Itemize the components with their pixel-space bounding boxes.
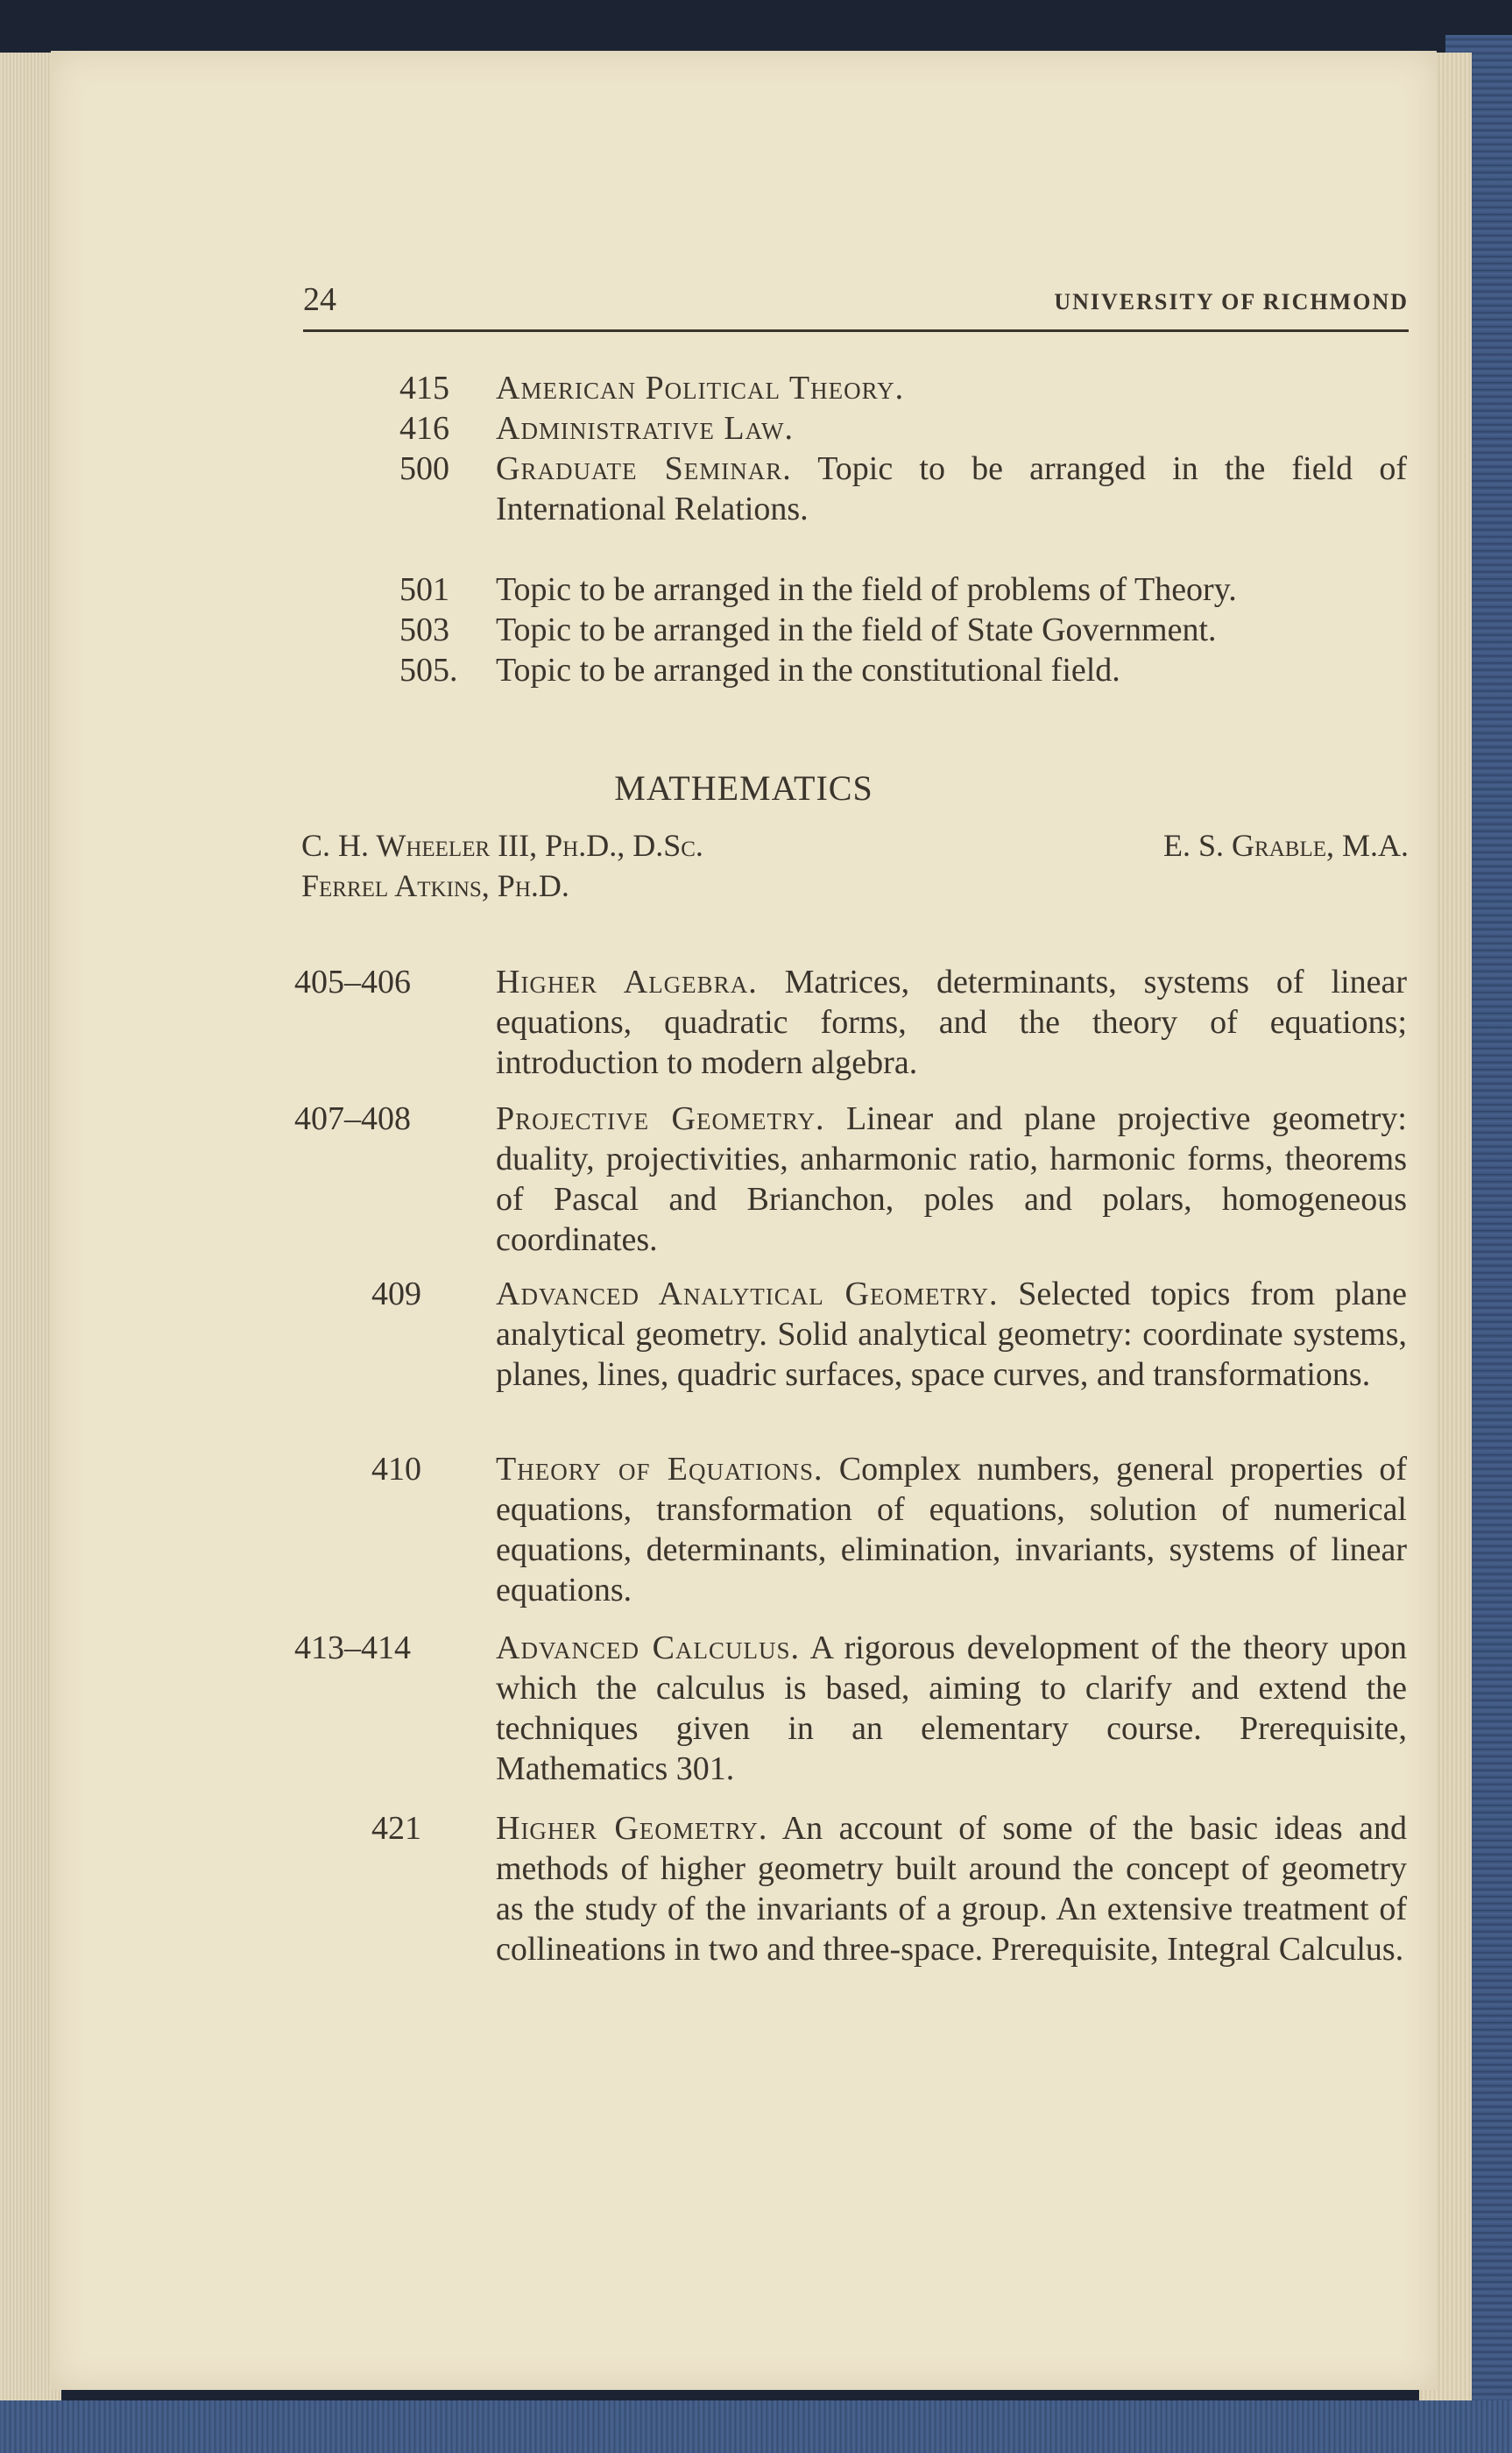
course-title: Projective Geometry.: [496, 1100, 825, 1137]
course-description: Topic to be arranged in the field of State Government.: [496, 611, 1217, 648]
course-number: 501: [399, 571, 449, 608]
faculty-member: C. H. Wheeler III, Ph.D., D.Sc.: [301, 828, 703, 863]
course-description: Topic to be arranged in the constitutional field.: [496, 652, 1120, 689]
course-title: Graduate Seminar.: [496, 450, 792, 487]
course-body: [496, 1628, 1407, 1789]
course-body: [496, 1808, 1407, 1969]
book-page: [51, 51, 1437, 2390]
course-title: Higher Algebra.: [496, 964, 758, 1000]
course-description: Complex numbers, general properties of equations, transformation of equations, solution of numerical equations, determinants, elimination, invariants, systems of linear equations.: [496, 1451, 1407, 1608]
course-title: Higher Geometry.: [496, 1810, 768, 1847]
course-body: [496, 1274, 1407, 1395]
course-body: [496, 962, 1407, 1083]
course-number: 405–406: [294, 964, 411, 1000]
course-number: 413–414: [294, 1629, 411, 1666]
course-body: [496, 368, 1407, 408]
course-title: American Political Theory.: [496, 370, 905, 406]
course-description: Topic to be arranged in the field of International Relations.: [496, 450, 1407, 527]
course-number: 421: [371, 1810, 421, 1847]
course-body: [496, 449, 1407, 529]
faculty-member: E. S. Grable, M.A.: [1163, 828, 1409, 863]
course-number: 410: [371, 1451, 421, 1488]
course-number: 407–408: [294, 1100, 411, 1137]
course-description: Topic to be arranged in the field of problems of Theory.: [496, 571, 1237, 608]
course-title: Advanced Calculus.: [496, 1629, 800, 1666]
course-number: 409: [371, 1276, 421, 1312]
course-body: [496, 569, 1407, 610]
course-body: [496, 1099, 1407, 1260]
course-description: Linear and plane projective geometry: duality, projectivities, anharmonic ratio, harmonic forms, theorems of Pascal and Brianchon, poles and polars, homogeneous coordinates.: [496, 1100, 1407, 1258]
book-cover-bottom: [0, 2400, 1512, 2453]
faculty-member: Ferrel Atkins, Ph.D.: [301, 868, 569, 903]
course-number: 500: [399, 450, 449, 487]
course-description: An account of some of the basic ideas and methods of higher geometry built around the concept of geometry as the study of the invariants of a group. An extensive treatment of collineations in two and three-space. Prerequisite, Integral Calculus.: [496, 1810, 1407, 1968]
course-description: A rigorous development of the theory upon which the calculus is based, aiming to clarify and extend the techniques given in an elementary course. Prerequisite, Mathematics 301.: [496, 1629, 1407, 1787]
section-title: MATHEMATICS: [614, 768, 873, 808]
course-body: [496, 610, 1407, 650]
course-number: 505.: [399, 652, 458, 689]
course-body: [496, 650, 1407, 690]
course-number: 415: [399, 370, 449, 406]
course-title: Administrative Law.: [496, 410, 794, 447]
running-head: UNIVERSITY OF RICHMOND: [1054, 289, 1409, 315]
course-number: 503: [399, 611, 449, 648]
course-title: Advanced Analytical Geometry.: [496, 1276, 999, 1312]
course-body: [496, 408, 1407, 449]
page-header: [303, 280, 1409, 332]
course-number: 416: [399, 410, 449, 447]
page-number: 24: [303, 281, 336, 318]
course-body: [496, 1449, 1407, 1610]
course-title: Theory of Equations.: [496, 1451, 823, 1488]
course-description: Matrices, determinants, systems of linear equations, quadratic forms, and the theory of equations; introduction to modern algebra.: [496, 964, 1408, 1081]
course-description: Selected topics from plane analytical geometry. Solid analytical geometry: coordinate systems, planes, lines, quadric surfaces, space curves, and transformations.: [496, 1276, 1408, 1393]
